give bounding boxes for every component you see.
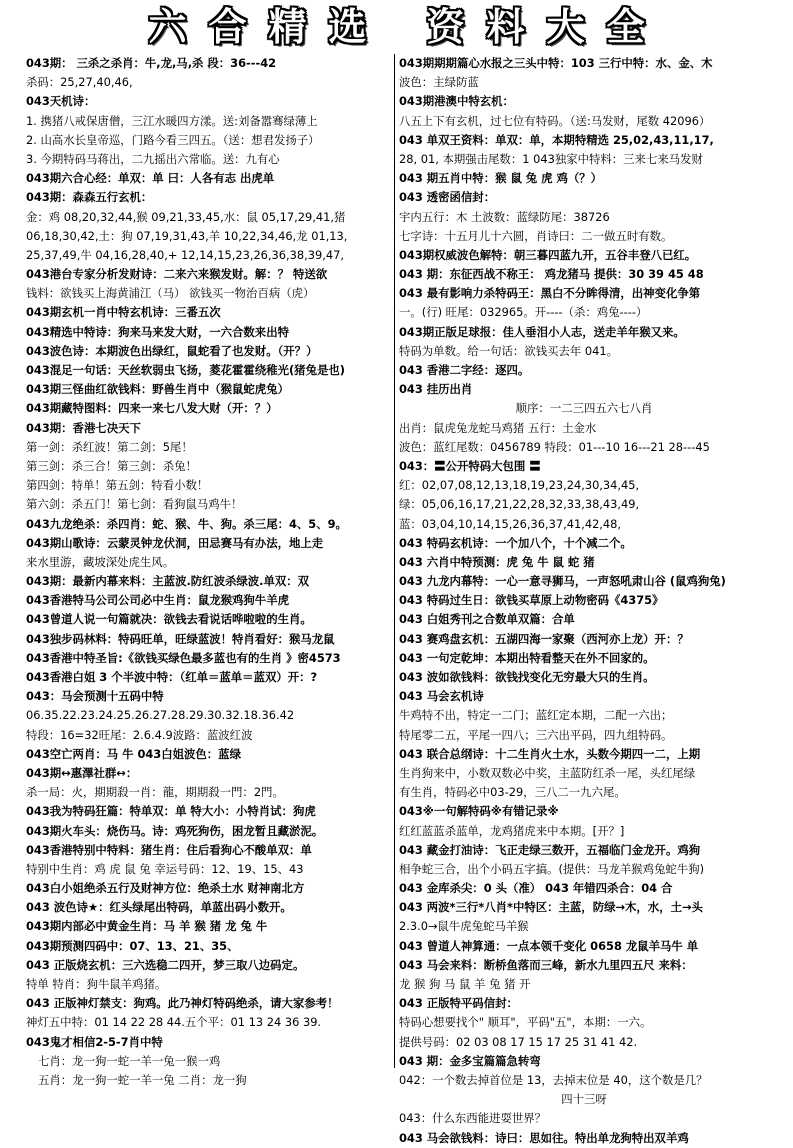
text-line: 第三剑：杀三合！第三剑：杀兔！ [26, 458, 197, 473]
section-heading: 043期内部必中黄金生肖：马 羊 猴 猪 龙 兔 牛 [26, 919, 268, 934]
section-heading: 043 马会来料：断桥鱼落而三峰，新水九里四五尺 来料： [399, 957, 693, 972]
section-heading: 043※一句解特码※有错记录※ [399, 804, 559, 819]
section-heading: 043 赛鸡盘玄机：五湖四海一家聚（西河亦上龙）开：？ [399, 631, 689, 646]
section-heading: 043期港澳中特玄机： [399, 94, 514, 109]
text-line: 波色：主绿防蓝 [399, 75, 479, 90]
section-heading: 043空亡两肖：马 牛 043白姐波色：蓝绿 [26, 746, 241, 761]
section-heading: 043期三怪曲红欲钱料：野兽生肖中（猴鼠蛇虎兔） [26, 382, 289, 397]
right-column [399, 54, 769, 1145]
section-heading: 043期山歌诗：云蒙灵钟龙伏洞，田忌赛马有办法，地上走 [26, 535, 324, 550]
section-heading: 043期权威波色解特：朝三暮四蓝九开，五谷丰登八已红。 [399, 247, 697, 262]
text-line: 06.35.22.23.24.25.26.27.28.29.30.32.18.36.42 [26, 708, 295, 723]
text-line: 出肖：鼠虎兔龙蛇马鸡猪 五行：土金水 [399, 420, 597, 435]
section-heading: 043香港白姐 3 个半波中特：（红单＝蓝单＝蓝双）开：? [26, 670, 318, 684]
section-heading: 043 透密函信封： [399, 190, 496, 205]
section-heading: 043 特码玄机诗：一个加八个，十个减二个。 [399, 535, 632, 550]
section-heading: 043香港中特圣旨:《欲钱买绿色最多蓝也有的生肖 》密4573 [26, 650, 341, 665]
text-line: 特段：16=32旺尾：2.6.4.9波路：蓝波红波 [26, 727, 253, 742]
section-heading: 043：马会预测十五码中特 [26, 689, 164, 704]
title-char: 六 [148, 5, 187, 49]
section-heading: 043期：香港七决天下 [26, 420, 141, 435]
section-heading: 043 六肖中特预测：虎 兔 牛 鼠 蛇 猪 [399, 554, 595, 569]
section-heading: 043期藏特图料：四来一来七八发大财（开：？） [26, 401, 278, 416]
section-heading: 043期：最新内幕来料：主蓝波.防红波杀绿波.单双：双 [26, 574, 310, 589]
section-heading: 043精选中特诗：狗来马来发大财，一六合数来出特 [26, 324, 289, 339]
section-heading: 043 联合总纲诗：十二生肖火土水，头数今期四一二，上期 [399, 746, 701, 761]
text-line: 红：02,07,08,12,13,18,19,23,24,30,34,45, [399, 478, 640, 493]
text-line: 五肖：龙一狗一蛇一羊一兔 二肖：龙一狗 [38, 1072, 247, 1087]
left-column [26, 54, 388, 1087]
text-line: 杀码：25,27,40,46, [26, 75, 133, 90]
section-heading: 043 香港二字经：逐四。 [399, 363, 530, 377]
title-char: 料 [486, 5, 525, 49]
text-line: 特码心想要找个" 顺耳"，平码"五"，本期：一六。 [399, 1015, 652, 1030]
text-line: 06,18,30,42,土：狗 07,19,31,43,羊 10,22,34,46,龙 01,13, [26, 228, 348, 243]
section-heading: 043 特码过生日：欲钱买草原上动物密码《4375》 [399, 593, 664, 608]
section-heading: 043 挂历出肖 [399, 382, 473, 397]
section-heading: 043香港特别中特料：猪生肖：住后看狗心不酸单双：单 [26, 842, 312, 857]
title-char: 合 [208, 5, 247, 49]
section-heading: 043波色诗：本期波色出绿红，鼠蛇看了也发财。（开？） [26, 343, 318, 358]
section-heading: 043混足一句话：天丝软弱虫飞扬，菱花霍霍绕稚光(猪兔是也) [26, 363, 345, 377]
text-line: 2.3.0→鼠牛虎兔蛇马羊猴 [399, 919, 529, 934]
section-heading: 043 马会玄机诗 [399, 689, 484, 704]
section-heading: 043 最有影响力杀特码王：黑白不分眸得清，出神变化争第 [399, 286, 701, 301]
text-line: 生肖狗来中，小数双数必中奖，主蓝防红杀一尾，头红尾绿 [399, 765, 696, 780]
section-heading: 043天机诗： [26, 94, 96, 109]
text-line: 特码为单数。给一句话：欲钱买去年 041。 [399, 343, 619, 358]
section-heading: 043港台专家分析发财诗：二来六来猴发财。解：？ 特送欲 [26, 267, 328, 282]
text-line: 绿：05,06,16,17,21,22,28,32,33,38,43,49, [399, 497, 640, 512]
text-line: 红红蓝蓝杀蓝单，龙鸡猪虎来中本期。[开？] [399, 823, 625, 838]
section-heading: 043 藏金打油诗：飞正走绿三数开，五福临门金龙开。鸡狗 [399, 842, 701, 857]
text-line: 043：什么东西能进耍世界？ [399, 1111, 547, 1126]
text-line: 第四剑：特单！第五剑：特看小数！ [26, 478, 209, 493]
text-line: 钱料：欲钱买上海黄浦江（马） 欲钱买一物治百病（虎） [26, 286, 315, 301]
section-heading: 043期玄机一肖中特玄机诗：三番五次 [26, 305, 221, 320]
column-divider [394, 54, 395, 1068]
text-line: 神灯五中特：01 14 22 28 44.五个平：01 13 24 36 39. [26, 1015, 322, 1030]
text-line: 1. 携猪八戒保唐僧，三江水暖四方漾。送:刘备嚣骞绿薄上 [26, 113, 318, 128]
section-heading: 043期期期篇心水报之三头中特：103 三行中特：水、金、木 [399, 56, 713, 70]
section-heading: 043鬼才相信2-5-7肖中特 [26, 1034, 163, 1049]
text-line: 28, 01, 本期强击尾数：1 043独家中特料：三来七来马发财 [399, 151, 703, 166]
text-line: 2. 山高水长皇帝巡，门路今看三四五。（送：想君发扬子） [26, 132, 320, 147]
section-heading: 043香港特马公司公司必中生肖：鼠龙猴鸡狗牛羊虎 [26, 593, 289, 608]
section-heading: 043期： 三杀之杀肖：牛,龙,马,杀 段：36---42 [26, 56, 277, 70]
section-heading: 043 金库杀尖：0 头（准） 043 年错四杀合：04 合 [399, 881, 673, 896]
text-line: 来水里游，藏坡深处虎生风。 [26, 554, 175, 569]
text-line: 相争蛇三合，出个小码五字搞。(提供：马龙羊猴鸡兔蛇牛狗) [399, 861, 705, 876]
section-heading: 043 期：东征西战不称王： 鸡龙猪马 提供：30 39 45 48 [399, 267, 704, 282]
section-heading: 043 期五肖中特：猴 鼠 兔 虎 鸡（？） [399, 171, 603, 186]
text-line: 波色：蓝红尾数：0456789 特段：01---10 16---21 28---45 [399, 439, 710, 454]
text-line: 蓝：03,04,10,14,15,26,36,37,41,42,48, [399, 516, 622, 531]
section-heading: 043期↔惠澤社群↔： [26, 765, 138, 780]
section-heading: 043白小姐绝杀五行及财神方位：绝杀土水 财神南北方 [26, 881, 305, 896]
text-line: 四十三呀 [561, 1092, 607, 1107]
section-heading: 043 单双王资料：单双：单，本期特精选 25,02,43,11,17, [399, 132, 714, 147]
text-line: 七字诗：十五月儿十六圆，肖诗曰：二一做五时有数。 [399, 228, 673, 243]
section-heading: 043期六合心经：单双：单 曰：人各有志 出虎单 [26, 171, 275, 186]
text-line: 特别中生肖：鸡 虎 鼠 兔 幸运号码：12、19、15、43 [26, 861, 304, 876]
section-heading: 043 波色诗★：红头绿尾出特码，单蓝出码小数开。 [26, 900, 292, 915]
section-heading: 043 白姐秀刊之合数单双篇：合单 [399, 612, 575, 627]
section-heading: 043期火车头：烧伤马。诗：鸡死狗伤，困龙暂且藏淤泥。 [26, 823, 324, 838]
section-heading: 043 波如欲钱料：欲钱找变化无穷最大只的生肖。 [399, 670, 655, 684]
section-heading: 043曾道人说一句篇就决：欲钱去看说话哗啦啦的生肖。 [26, 612, 312, 627]
section-heading: 043我为特码狂篇：特单双：单 特大小：小特肖试：狗虎 [26, 804, 316, 819]
title-char: 选 [328, 5, 367, 49]
section-heading: 043 曾道人神算通：一点本领千变化 0658 龙鼠羊马牛 单 [399, 938, 699, 953]
title-char: 精 [268, 5, 307, 49]
text-line: 25,37,49,牛 04,16,28,40,+ 12,14,15,23,26,36,38,39,47, [26, 247, 345, 262]
section-heading: 043 期：金多宝篇篇急转弯 [399, 1053, 541, 1068]
title-char: 大 [546, 5, 585, 49]
section-heading: 043 两波*三行*八肖*中特区：主蓝，防绿→木，水，土→头 [399, 900, 703, 915]
text-line: 杀一局：火，期期殺一肖：龍，期期殺一門：2門。 [26, 785, 284, 800]
section-heading: 043独步码林料：特码旺单，旺绿蓝波！特肖看好：猴马龙鼠 [26, 631, 335, 646]
text-line: 一。(行) 旺尾：032965。开----（杀：鸡兔----） [399, 305, 648, 320]
text-line: 特单 特肖：狗牛鼠羊鸡猪。 [26, 977, 167, 991]
text-line: 七肖：龙一狗一蛇一羊一兔一猴一鸡 [38, 1053, 221, 1068]
text-line: 八五上下有玄机，过七位有特码。（送:马发财，尾数 42096） [399, 113, 711, 128]
section-heading: 043九龙绝杀：杀四肖：蛇、猴、牛、狗。杀三尾：4、5、9。 [26, 516, 347, 531]
section-heading: 043 正版神灯禁支：狗鸡。此乃神灯特码绝杀，请大家参考！ [26, 996, 339, 1011]
section-heading: 043期正版足球报：佳人垂泪小人志，送走羊年猴又来。 [399, 324, 685, 339]
text-line: 龙 猴 狗 马 鼠 羊 兔 猪 开 [399, 977, 531, 991]
text-line: 第六剑：杀五门！第七剑：看狗鼠马鸡牛！ [26, 497, 243, 512]
text-line: 3. 今期特码马蒋出，二九摇出六常临。送：九有心 [26, 151, 280, 166]
section-heading: 043 马会欲钱料：诗曰：思如往。特出单龙狗特出双羊鸡 [399, 1130, 689, 1145]
text-line: 牛鸡特不出，特定一二门；蓝红定本期，二配一六出； [399, 708, 673, 723]
text-line: 有生肖，特码必中03-29，三八二一九六尾。 [399, 785, 626, 800]
section-heading: 043 九龙内幕特：一心一意寻狮马，一声怒吼肃山谷 (鼠鸡狗兔) [399, 574, 726, 589]
title-char: 全 [606, 5, 645, 49]
text-line: 第一剑：杀红波！第二剑：5尾！ [26, 439, 193, 454]
section-heading: 043期预测四码中：07、13、21、35、 [26, 938, 239, 953]
section-heading: 043期：森森五行玄机： [26, 190, 153, 205]
text-line: 042：一个数去掉首位是 13，去掉末位是 40，这个数是几？ [399, 1072, 708, 1087]
text-line: 顺序：一二三四五六七八肖 [515, 401, 653, 416]
section-heading: 043 正版烧玄机：三六选稳二四开，梦三取八边码定。 [26, 957, 305, 972]
text-line: 金：鸡 08,20,32,44,猴 09,21,33,45,水：鼠 05,17,29,41,猪 [26, 209, 346, 224]
text-line: 宇内五行：木 土波数：蓝绿防尾：38726 [399, 209, 610, 224]
page-title [0, 0, 793, 54]
title-char: 资 [426, 5, 465, 49]
section-heading: 043 正版特平码信封： [399, 996, 518, 1011]
section-heading: 043：〓公开特码大包围 〓 [399, 458, 541, 473]
section-heading: 043 一句定乾坤：本期出特看整天在外不回家的。 [399, 650, 655, 665]
text-line: 特尾零二五，平尾一四八；三六出平码，四九组特码。 [399, 727, 673, 742]
text-line: 提供号码：02 03 08 17 15 17 25 31 41 42. [399, 1034, 638, 1049]
